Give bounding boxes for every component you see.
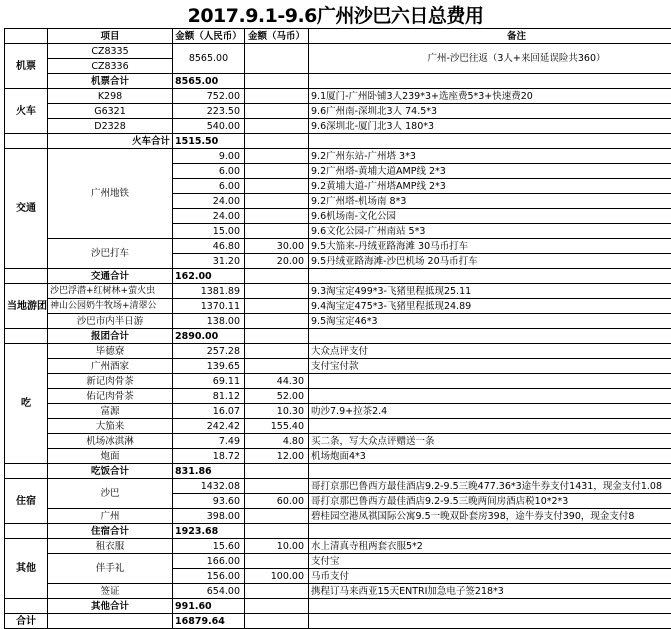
note-cell: 哥打京那巴鲁西方最佳酒店9.2-9.5三晚477.36*3途牛券支付1431，现金支付1.08: [309, 479, 671, 494]
subtotal-label: 吃饭合计: [48, 464, 173, 479]
note-cell: 大众点评支付: [309, 344, 671, 359]
item-cell: 租衣服: [48, 539, 173, 554]
amount-rmb-cell: 139.65: [173, 359, 245, 374]
amount-myr-cell: [245, 314, 309, 329]
note-cell: 叻沙7.9+拉茶2.4: [309, 404, 671, 419]
empty-cell: [245, 134, 309, 149]
subtotal-row: [5, 524, 671, 539]
table-row: [5, 314, 671, 329]
note-cell: 马币支付: [309, 569, 671, 584]
amount-rmb-cell: 24.00: [173, 194, 245, 209]
note-cell: 水上清真寺租两套衣服5*2: [309, 539, 671, 554]
note-cell: 9.2广州塔-机场南 8*3: [309, 194, 671, 209]
item-cell: 沙巴: [48, 479, 173, 509]
amount-myr-cell: [245, 89, 309, 104]
amount-myr-cell: [245, 509, 309, 524]
table-row: [5, 239, 671, 254]
table-row: [5, 344, 671, 359]
amount-myr-cell: [245, 554, 309, 569]
header-amount-rmb: 金额（人民币）: [173, 29, 245, 44]
grand-total-value: 16879.64: [173, 614, 245, 629]
empty-cell: [309, 614, 671, 629]
amount-rmb-cell: 46.80: [173, 239, 245, 254]
note-cell: 9.6机场南-文化公园: [309, 209, 671, 224]
subtotal-value: 162.00: [173, 269, 245, 284]
amount-myr-cell: [245, 164, 309, 179]
amount-rmb-cell: 257.28: [173, 344, 245, 359]
amount-myr-cell: [245, 209, 309, 224]
amount-myr-cell: 100.00: [245, 569, 309, 584]
category-flight: 机票: [5, 44, 48, 89]
note-cell: 9.6深圳北-厦门北3人 180*3: [309, 119, 671, 134]
item-cell: 广州: [48, 509, 173, 524]
amount-rmb-cell: 540.00: [173, 119, 245, 134]
amount-rmb-cell: 654.00: [173, 584, 245, 599]
note-cell: 9.1厦门-广州卧铺3人239*3+选座费5*3+快速费20: [309, 89, 671, 104]
empty-cell: [5, 599, 48, 614]
note-cell: 哥打京那巴鲁西方最佳酒店9.2-9.5三晚两间房酒店税10*2*3: [309, 494, 671, 509]
table-row: [5, 119, 671, 134]
subtotal-value: 1923.68: [173, 524, 245, 539]
amount-myr-cell: [245, 44, 309, 74]
amount-rmb-cell: 752.00: [173, 89, 245, 104]
amount-myr-cell: 44.30: [245, 374, 309, 389]
item-cell: 富源: [48, 404, 173, 419]
header-note: 备注: [309, 29, 671, 44]
empty-cell: [5, 134, 48, 149]
item-cell: 广州地铁: [48, 149, 173, 239]
empty-cell: [48, 614, 173, 629]
amount-rmb-cell: 69.11: [173, 374, 245, 389]
empty-cell: [5, 524, 48, 539]
table-row: [5, 374, 671, 389]
amount-myr-cell: 10.30: [245, 404, 309, 419]
amount-myr-cell: 10.00: [245, 539, 309, 554]
note-cell: [309, 374, 671, 389]
item-cell: 广州酒家: [48, 359, 173, 374]
subtotal-value: 2890.00: [173, 329, 245, 344]
amount-rmb-cell: 24.00: [173, 209, 245, 224]
amount-rmb-cell: 9.00: [173, 149, 245, 164]
table-row: [5, 554, 671, 569]
item-cell: 新记肉骨茶: [48, 374, 173, 389]
table-row: [5, 449, 671, 464]
empty-cell: [245, 614, 309, 629]
category-other: 其他: [5, 539, 48, 599]
note-cell: 携程订马来西亚15天ENTRI加急电子签218*3: [309, 584, 671, 599]
table-row: [5, 584, 671, 599]
note-cell: [309, 419, 671, 434]
amount-rmb-cell: 8565.00: [173, 44, 245, 74]
note-cell: 买二条，写大众点评赠送一条: [309, 434, 671, 449]
table-row: [5, 44, 671, 59]
table-row: [5, 539, 671, 554]
item-cell: D2328: [48, 119, 173, 134]
empty-cell: [309, 329, 671, 344]
note-cell: 9.6广州南-深圳北3人 74.5*3: [309, 104, 671, 119]
amount-myr-cell: [245, 479, 309, 494]
note-cell: 9.2广州塔-黄埔大道AMP线 2*3: [309, 164, 671, 179]
table-row: [5, 284, 671, 299]
note-cell: 9.6文化公园-广州南站 5*3: [309, 224, 671, 239]
subtotal-label: 火车合计: [48, 134, 173, 149]
amount-myr-cell: [245, 194, 309, 209]
table-row: [5, 89, 671, 104]
header-amount-myr: 金额（马币）: [245, 29, 309, 44]
item-cell: 神山公园奶牛牧场+清翠公: [48, 299, 173, 314]
subtotal-label: 交通合计: [48, 269, 173, 284]
amount-myr-cell: [245, 359, 309, 374]
note-cell: 机场炮面4*3: [309, 449, 671, 464]
amount-myr-cell: 155.40: [245, 419, 309, 434]
expense-table: [4, 28, 671, 629]
amount-rmb-cell: 1370.11: [173, 299, 245, 314]
subtotal-row: [5, 269, 671, 284]
note-cell: 广州-沙巴往返（3人+来回延误险共360）: [309, 44, 671, 74]
table-row: [5, 149, 671, 164]
amount-rmb-cell: 16.07: [173, 404, 245, 419]
page-title: 2017.9.1-9.6广州沙巴六日总费用: [0, 0, 671, 30]
item-cell: 毕德寮: [48, 344, 173, 359]
note-cell: 9.3淘宝定499*3-飞猪里程抵现25.11: [309, 284, 671, 299]
subtotal-row: [5, 329, 671, 344]
table-row: [5, 509, 671, 524]
item-cell: 伴手礼: [48, 554, 173, 584]
item-cell: 签证: [48, 584, 173, 599]
empty-cell: [309, 464, 671, 479]
item-cell: 佑记肉骨茶: [48, 389, 173, 404]
note-cell: 9.5大笳来-丹绒亚路海滩 30马币打车: [309, 239, 671, 254]
table-row: [5, 299, 671, 314]
amount-rmb-cell: 398.00: [173, 509, 245, 524]
item-cell: 炮面: [48, 449, 173, 464]
amount-myr-cell: [245, 179, 309, 194]
grand-total-row: [5, 614, 671, 629]
item-cell: 沙巴浮潜+红树林+萤火虫: [48, 284, 173, 299]
empty-cell: [245, 599, 309, 614]
note-cell: 9.5淘宝定46*3: [309, 314, 671, 329]
header-row: [5, 29, 671, 44]
header-blank: [5, 29, 48, 44]
header-item: 项目: [48, 29, 173, 44]
amount-rmb-cell: 15.60: [173, 539, 245, 554]
amount-myr-cell: [245, 104, 309, 119]
subtotal-value: 1515.50: [173, 134, 245, 149]
amount-myr-cell: 12.00: [245, 449, 309, 464]
subtotal-row: [5, 74, 671, 89]
category-food: 吃: [5, 344, 48, 464]
table-row: [5, 359, 671, 374]
amount-rmb-cell: 15.00: [173, 224, 245, 239]
item-cell: 大笳来: [48, 419, 173, 434]
table-row: [5, 104, 671, 119]
subtotal-row: [5, 464, 671, 479]
note-cell: [309, 389, 671, 404]
empty-cell: [5, 269, 48, 284]
empty-cell: [5, 329, 48, 344]
item-cell: 沙巴打车: [48, 239, 173, 269]
amount-rmb-cell: 6.00: [173, 164, 245, 179]
empty-cell: [245, 329, 309, 344]
item-cell: K298: [48, 89, 173, 104]
amount-myr-cell: 52.00: [245, 389, 309, 404]
amount-myr-cell: 20.00: [245, 254, 309, 269]
note-cell: 9.2黄埔大道-广州塔AMP线 2*3: [309, 179, 671, 194]
amount-myr-cell: [245, 584, 309, 599]
amount-rmb-cell: 31.20: [173, 254, 245, 269]
subtotal-value: 831.86: [173, 464, 245, 479]
subtotal-value: 991.60: [173, 599, 245, 614]
amount-rmb-cell: 93.60: [173, 494, 245, 509]
amount-myr-cell: [245, 284, 309, 299]
table-row: [5, 479, 671, 494]
category-tour: 当地游团: [5, 284, 48, 329]
amount-rmb-cell: 166.00: [173, 554, 245, 569]
note-cell: 碧桂园空港凤祺国际公寓9.5一晚双卧套房398，途牛券支付390，现金支付8: [309, 509, 671, 524]
amount-myr-cell: [245, 149, 309, 164]
item-cell: 机场冰淇淋: [48, 434, 173, 449]
category-train: 火车: [5, 89, 48, 134]
empty-cell: [5, 464, 48, 479]
amount-rmb-cell: 1381.89: [173, 284, 245, 299]
subtotal-label: 机票合计: [48, 74, 173, 89]
amount-rmb-cell: 1432.08: [173, 479, 245, 494]
empty-cell: [309, 134, 671, 149]
category-lodging: 住宿: [5, 479, 48, 524]
subtotal-label: 住宿合计: [48, 524, 173, 539]
amount-rmb-cell: 6.00: [173, 179, 245, 194]
amount-myr-cell: [245, 119, 309, 134]
note-cell: 9.5丹绒亚路海滩-沙巴机场 20马币打车: [309, 254, 671, 269]
amount-rmb-cell: 242.42: [173, 419, 245, 434]
category-transport: 交通: [5, 149, 48, 269]
subtotal-label: 报团合计: [48, 329, 173, 344]
subtotal-row: [5, 599, 671, 614]
empty-cell: [309, 599, 671, 614]
empty-cell: [245, 524, 309, 539]
note-cell: 9.2广州东站-广州塔 3*3: [309, 149, 671, 164]
amount-myr-cell: [245, 224, 309, 239]
subtotal-label: 其他合计: [48, 599, 173, 614]
grand-total-label: 合计: [5, 614, 48, 629]
table-row: [5, 434, 671, 449]
amount-myr-cell: 4.80: [245, 434, 309, 449]
table-row: [5, 389, 671, 404]
note-cell: 支付宝付款: [309, 359, 671, 374]
item-cell: G6321: [48, 104, 173, 119]
amount-rmb-cell: 81.12: [173, 389, 245, 404]
empty-cell: [245, 74, 309, 89]
subtotal-value: 8565.00: [173, 74, 245, 89]
item-cell: 沙巴市内半日游: [48, 314, 173, 329]
empty-cell: [245, 464, 309, 479]
item-cell: CZ8335: [48, 44, 173, 59]
amount-rmb-cell: 156.00: [173, 569, 245, 584]
empty-cell: [309, 269, 671, 284]
empty-cell: [245, 269, 309, 284]
amount-rmb-cell: 138.00: [173, 314, 245, 329]
amount-myr-cell: 60.00: [245, 494, 309, 509]
table-row: [5, 404, 671, 419]
subtotal-row: [5, 134, 671, 149]
amount-rmb-cell: 7.49: [173, 434, 245, 449]
amount-myr-cell: [245, 344, 309, 359]
empty-cell: [309, 524, 671, 539]
amount-rmb-cell: 223.50: [173, 104, 245, 119]
table-row: [5, 419, 671, 434]
empty-cell: [309, 74, 671, 89]
note-cell: 支付宝: [309, 554, 671, 569]
item-cell: CZ8336: [48, 59, 173, 74]
amount-myr-cell: 30.00: [245, 239, 309, 254]
amount-myr-cell: [245, 299, 309, 314]
amount-rmb-cell: 18.72: [173, 449, 245, 464]
note-cell: 9.4淘宝定475*3-飞猪里程抵现24.89: [309, 299, 671, 314]
